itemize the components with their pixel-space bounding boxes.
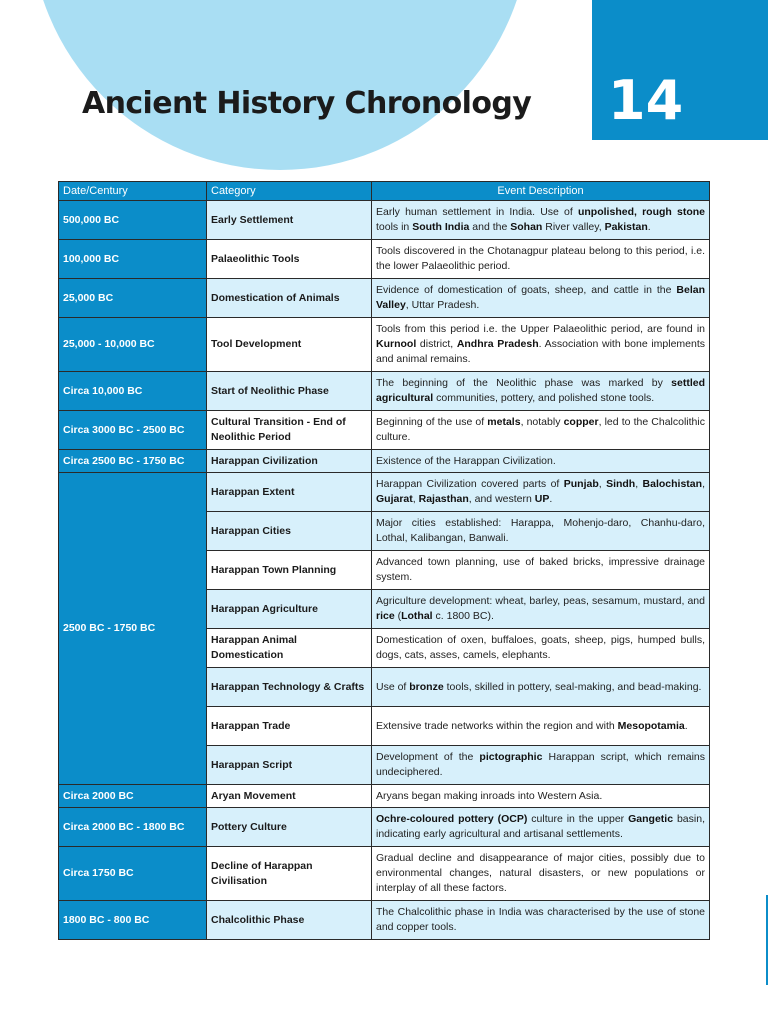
description-cell: The Chalcolithic phase in India was characterised by the use of stone and copper tools. xyxy=(372,901,710,940)
emphasis-text: pictographic xyxy=(479,751,543,763)
description-cell: The beginning of the Neolithic phase was marked by settled agricultural communities, pottery, and polished stone tools. xyxy=(372,372,710,411)
category-cell: Harappan Civilization xyxy=(207,450,372,473)
emphasis-text: Gangetic xyxy=(628,813,674,825)
emphasis-text: Andhra Pradesh xyxy=(456,338,539,350)
date-cell-merged: 2500 BC - 1750 BC xyxy=(59,473,207,785)
table-row xyxy=(59,450,710,473)
category-cell: Early Settlement xyxy=(207,201,372,240)
emphasis-text: Sohan xyxy=(510,221,543,233)
category-cell: Decline of Harappan Civilisation xyxy=(207,847,372,901)
category-cell: Harappan Town Planning xyxy=(207,551,372,590)
table-row xyxy=(59,808,710,847)
category-cell: Domestication of Animals xyxy=(207,279,372,318)
description-cell: Major cities established: Harappa, Mohenjo-daro, Chanhu-daro, Lothal, Kalibangan, Banwali. xyxy=(372,512,710,551)
date-cell: 500,000 BC xyxy=(59,201,207,240)
page-title: Ancient History Chronology xyxy=(82,86,532,121)
description-cell: Aryans began making inroads into Western Asia. xyxy=(372,785,710,808)
table-header-row xyxy=(59,182,710,201)
emphasis-text: Rajasthan xyxy=(418,493,469,505)
description-cell: Tools from this period i.e. the Upper Palaeolithic period, are found in Kurnool district, Andhra Pradesh. Association with bone implements and animal remains. xyxy=(372,318,710,372)
header-category: Category xyxy=(207,182,372,201)
emphasis-text: Lothal xyxy=(401,610,433,622)
category-cell: Harappan Animal Domestication xyxy=(207,629,372,668)
category-cell: Harappan Technology & Crafts xyxy=(207,668,372,707)
date-cell: 25,000 - 10,000 BC xyxy=(59,318,207,372)
category-cell: Harappan Cities xyxy=(207,512,372,551)
date-cell: 25,000 BC xyxy=(59,279,207,318)
emphasis-text: Gujarat xyxy=(376,493,413,505)
emphasis-text: metals xyxy=(487,416,521,428)
date-cell: Circa 2000 BC xyxy=(59,785,207,808)
emphasis-text: rice xyxy=(376,610,395,622)
emphasis-text: bronze xyxy=(409,680,444,693)
table-row xyxy=(59,785,710,808)
category-cell: Chalcolithic Phase xyxy=(207,901,372,940)
description-cell: Early human settlement in India. Use of unpolished, rough stone tools in South India and the Sohan River valley, Pakistan. xyxy=(372,201,710,240)
emphasis-text: unpolished, rough stone xyxy=(577,206,705,218)
header-date: Date/Century xyxy=(59,182,207,201)
emphasis-text: South India xyxy=(412,221,470,233)
date-cell: Circa 3000 BC - 2500 BC xyxy=(59,411,207,450)
description-cell: Ochre-coloured pottery (OCP) culture in the upper Gangetic basin, indicating early agricultural and artisanal settlements. xyxy=(372,808,710,847)
description-cell: Use of bronze tools, skilled in pottery, seal-making, and bead-making. xyxy=(372,668,710,707)
category-cell: Harappan Script xyxy=(207,746,372,785)
table-row xyxy=(59,279,710,318)
description-cell: Evidence of domestication of goats, sheep, and cattle in the Belan Valley, Uttar Pradesh. xyxy=(372,279,710,318)
emphasis-text: Sindh xyxy=(606,478,636,490)
header-event-description: Event Description xyxy=(372,182,710,201)
date-cell: 100,000 BC xyxy=(59,240,207,279)
description-cell: Harappan Civilization covered parts of Punjab, Sindh, Balochistan, Gujarat, Rajasthan, and western UP. xyxy=(372,473,710,512)
description-cell: Development of the pictographic Harappan script, which remains undeciphered. xyxy=(372,746,710,785)
category-cell: Start of Neolithic Phase xyxy=(207,372,372,411)
date-cell: 1800 BC - 800 BC xyxy=(59,901,207,940)
chronology-table xyxy=(58,181,710,940)
table-row xyxy=(59,240,710,279)
table-row xyxy=(59,847,710,901)
category-cell: Tool Development xyxy=(207,318,372,372)
date-cell: Circa 1750 BC xyxy=(59,847,207,901)
description-cell: Domestication of oxen, buffaloes, goats, sheep, pigs, humped bulls, dogs, cats, asses, camels, elephants. xyxy=(372,629,710,668)
emphasis-text: Mesopotamia xyxy=(617,719,685,732)
date-cell: Circa 2000 BC - 1800 BC xyxy=(59,808,207,847)
description-cell: Extensive trade networks within the region and with Mesopotamia. xyxy=(372,707,710,746)
description-cell: Beginning of the use of metals, notably copper, led to the Chalcolithic culture. xyxy=(372,411,710,450)
emphasis-text: Punjab xyxy=(563,478,599,490)
emphasis-text: Pakistan xyxy=(604,221,648,233)
table-row xyxy=(59,318,710,372)
emphasis-text: Ochre-coloured pottery (OCP) xyxy=(376,813,528,825)
category-cell: Cultural Transition - End of Neolithic Period xyxy=(207,411,372,450)
table-row xyxy=(59,901,710,940)
date-cell: Circa 10,000 BC xyxy=(59,372,207,411)
table-row xyxy=(59,473,710,512)
chapter-badge xyxy=(592,0,768,140)
description-cell: Tools discovered in the Chotanagpur plateau belong to this period, i.e. the lower Palaeolithic period. xyxy=(372,240,710,279)
description-cell: Agriculture development: wheat, barley, peas, sesamum, mustard, and rice (Lothal c. 1800 BC). xyxy=(372,590,710,629)
date-cell: Circa 2500 BC - 1750 BC xyxy=(59,450,207,473)
chapter-number: 14 xyxy=(608,69,684,132)
category-cell: Harappan Extent xyxy=(207,473,372,512)
emphasis-text: UP xyxy=(534,493,550,505)
category-cell: Palaeolithic Tools xyxy=(207,240,372,279)
decorative-circle xyxy=(30,0,530,170)
category-cell: Pottery Culture xyxy=(207,808,372,847)
category-cell: Harappan Agriculture xyxy=(207,590,372,629)
emphasis-text: Kurnool xyxy=(376,338,417,350)
description-cell: Advanced town planning, use of baked bricks, impressive drainage system. xyxy=(372,551,710,590)
category-cell: Harappan Trade xyxy=(207,707,372,746)
emphasis-text: Balochistan xyxy=(642,478,703,490)
category-cell: Aryan Movement xyxy=(207,785,372,808)
table-row xyxy=(59,411,710,450)
table-row xyxy=(59,372,710,411)
emphasis-text: Belan Valley xyxy=(376,284,705,311)
description-cell: Gradual decline and disappearance of major cities, possibly due to environmental changes, natural disasters, or new populations or interplay of all these factors. xyxy=(372,847,710,901)
table-row xyxy=(59,201,710,240)
description-cell: Existence of the Harappan Civilization. xyxy=(372,450,710,473)
emphasis-text: settled agricultural xyxy=(376,377,705,404)
emphasis-text: copper xyxy=(563,416,599,428)
